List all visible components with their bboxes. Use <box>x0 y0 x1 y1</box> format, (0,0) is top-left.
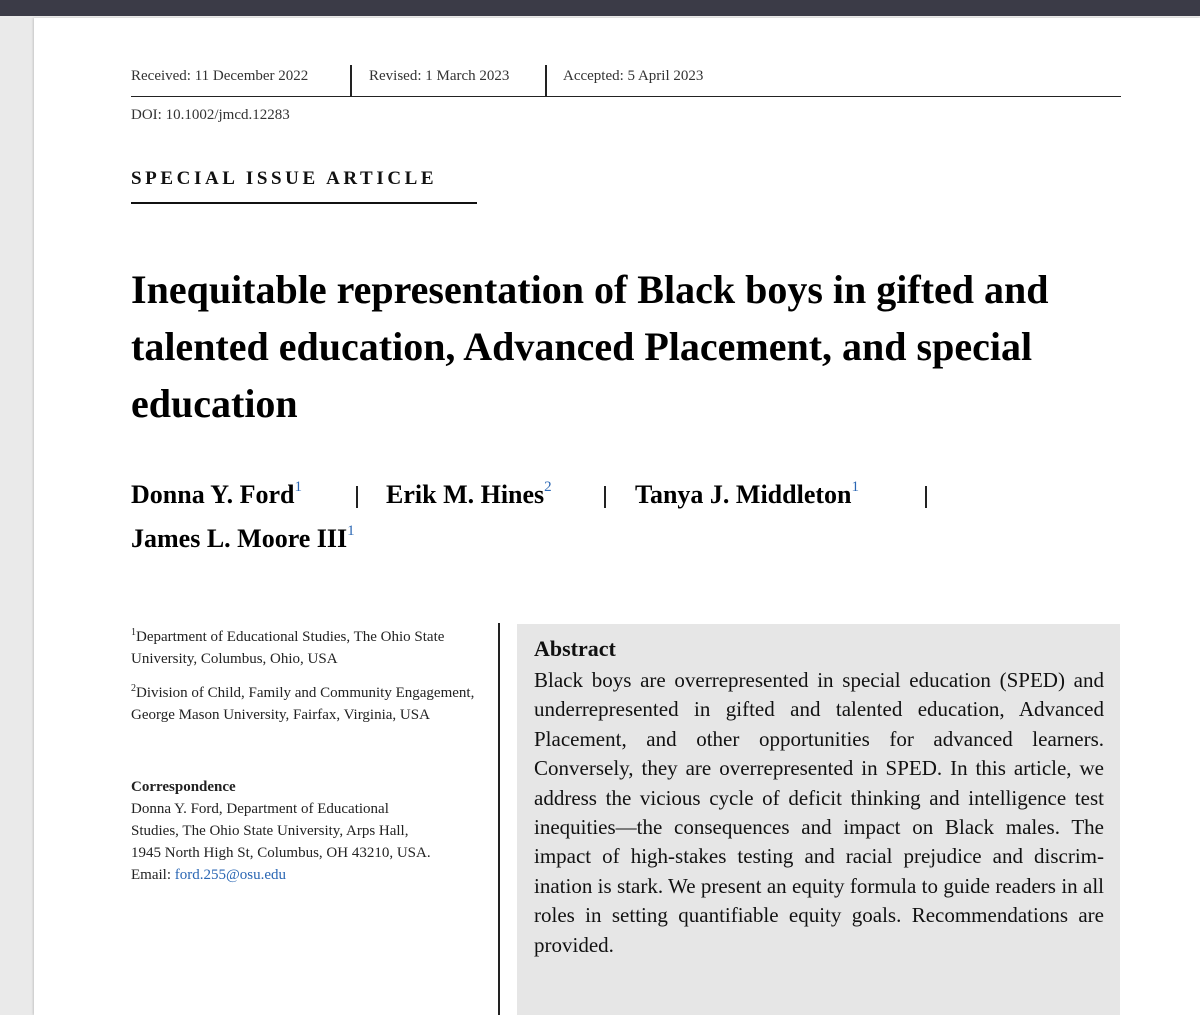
abstract-heading: Abstract <box>534 636 616 661</box>
article-title: Inequitable representation of Black boys in gifted and talented education, Advanced Placement, and special education <box>131 267 1049 426</box>
author-name[interactable]: Donna Y. Ford$^1$ <box>131 479 303 509</box>
section-underline <box>131 202 477 204</box>
section-label: SPECIAL ISSUE ARTICLE <box>131 168 438 189</box>
article-history-row <box>131 62 1121 97</box>
author-name[interactable]: James L. Moore III$^1$ <box>131 523 355 553</box>
correspondence-heading: Correspondence <box>131 779 236 795</box>
affiliation-1: $^1$Department of Educational Studies, The Ohio State University, Columbus, Ohio, USA <box>131 627 445 667</box>
affiliation-marker[interactable]: 2 <box>544 479 552 496</box>
affiliation-marker[interactable]: 1 <box>851 479 859 496</box>
correspondence-email-line: Email: ford.255@osu.edu <box>131 867 287 883</box>
author-name[interactable]: Erik M. Hines$^2$ <box>386 479 552 509</box>
author-divider <box>356 486 358 508</box>
affiliation-marker[interactable]: 1 <box>347 523 355 540</box>
author-divider <box>604 486 606 508</box>
affiliation-2: $^2$Division of Child, Family and Community Engagement, George Mason University, Fairfax, Virginia, USA <box>131 683 475 723</box>
document-page <box>34 18 1200 1015</box>
author-name[interactable]: Tanya J. Middleton$^1$ <box>635 479 859 509</box>
correspondence-line: Studies, The Ohio State University, Arps Hall, <box>131 823 409 839</box>
correspondence-line: Donna Y. Ford, Department of Educational <box>131 801 389 817</box>
received-date: Received: 11 December 2022 <box>131 68 309 84</box>
abstract-box <box>517 624 1120 1015</box>
email-link[interactable]: ford.255@osu.edu <box>174 867 287 883</box>
accepted-date: Accepted: 5 April 2023 <box>563 68 704 84</box>
affiliation-marker[interactable]: 1 <box>294 479 303 496</box>
meta-divider <box>350 65 352 96</box>
correspondence-block <box>131 776 491 886</box>
author-divider <box>925 486 927 508</box>
window-top-bar <box>0 0 1200 16</box>
abstract-text: Black boys are overrepresented in special education (SPED) and underrepresented in gifted and talented education, Advanced Placement, and other opportunities for advanced learners. Conversely, they are overrepresented in SPED. In this article, we address the vicious cycle of deficit thinking and intelligence test inequities—the consequences and impact on Black males. The impact of high-stakes testing and racial prejudice and discrimination is stark. We present an equity formula to guide readers in all roles in setting quantifiable equity goals. Recommendations are provided. <box>534 668 1104 957</box>
correspondence-line: 1945 North High St, Columbus, OH 43210, USA. <box>131 845 431 861</box>
revised-date: Revised: 1 March 2023 <box>369 68 510 84</box>
meta-divider <box>545 65 547 96</box>
doi[interactable]: DOI: 10.1002/jmcd.12283 <box>131 107 290 123</box>
column-divider <box>498 623 500 1015</box>
